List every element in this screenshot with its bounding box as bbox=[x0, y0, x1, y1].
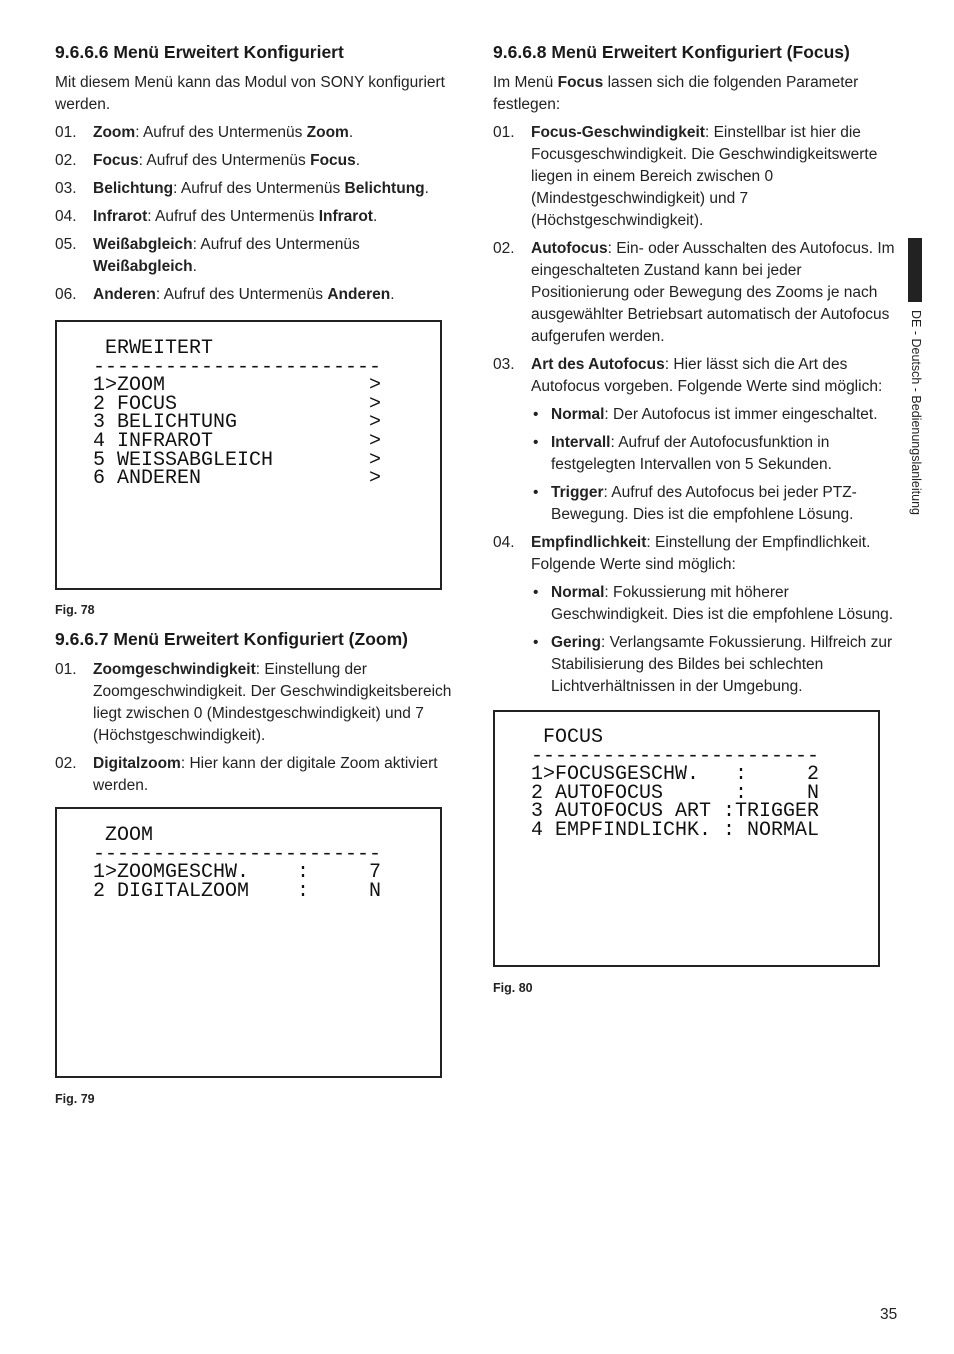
item-term: Infrarot bbox=[318, 208, 373, 225]
bullet-item bbox=[531, 482, 903, 526]
item-text: : Hier kann der digitale Zoom aktiviert werden. bbox=[93, 755, 438, 794]
bullet-text: : Aufruf des Autofocus bei jeder PTZ-Bewegung. Dies ist die empfohlene Lösung. bbox=[551, 484, 857, 523]
bullet-term: Trigger bbox=[551, 484, 604, 501]
item-term: Weißabgleich bbox=[93, 258, 193, 275]
figure-caption: Fig. 80 bbox=[493, 981, 533, 995]
item-term: Zoom bbox=[306, 124, 349, 141]
item-end: . bbox=[424, 180, 429, 197]
item-term: Weißabgleich bbox=[93, 236, 193, 253]
osd-screen-erweitert bbox=[55, 320, 442, 590]
item-term: Belichtung bbox=[93, 180, 174, 197]
bullet-text: : Verlangsamte Fokussierung. Hilfreich zur Stabilisierung des Bildes bei schlechten Lichtverhältnissen in der Umgebung. bbox=[551, 634, 893, 695]
figure-caption: Fig. 78 bbox=[55, 603, 95, 617]
section-title-focus-menu: 9.6.6.8 Menü Erweitert Konfiguriert (Focus) bbox=[493, 42, 850, 62]
section-intro: Mit diesem Menü kann das Modul von SONY konfiguriert werden. bbox=[55, 74, 445, 113]
item-number: 03. bbox=[55, 180, 77, 197]
item-term: Zoomgeschwindigkeit bbox=[93, 661, 256, 678]
osd-screen-focus bbox=[493, 710, 880, 967]
osd-screen-zoom bbox=[55, 807, 442, 1078]
item-end: . bbox=[192, 258, 197, 275]
list-item: 03. Art des Autofocus: Hier lässt sich die Art des Autofocus vorgeben. Folgende Werte sind möglich: • Normal: Der Autofocus ist immer eingeschaltet. • Intervall: Aufruf der Autofocusfunktion in festgelegten Intervallen von 5 Sekunden. • Trigger: Aufruf des Autofocus bei jeder PTZ-Bewegung. Dies ist die empfohlene Lösung. bbox=[493, 354, 903, 526]
bullet-list bbox=[531, 404, 903, 526]
bullet-term: Normal bbox=[551, 584, 605, 601]
bullet-text: : Fokussierung mit höherer Geschwindigkeit. Dies ist die empfohlene Lösung. bbox=[551, 584, 894, 623]
section-intro: Im Menü Focus lassen sich die folgenden Parameter festlegen: bbox=[493, 74, 859, 113]
side-label: DE - Deutsch - Bedienungslanleitung bbox=[909, 310, 923, 515]
bullet-dot: • bbox=[533, 406, 539, 423]
item-number: 04. bbox=[493, 534, 515, 551]
bullet-term: Normal bbox=[551, 406, 605, 423]
zoom-menu-item-list bbox=[55, 659, 465, 797]
item-number: 05. bbox=[55, 236, 77, 253]
bullet-dot: • bbox=[533, 434, 539, 451]
list-item: 04. Empfindlichkeit: Einstellung der Empfindlichkeit. Folgende Werte sind möglich: • Normal: Fokussierung mit höherer Geschwindigkeit. Dies ist die empfohlene Lösung. • Gering: Verlangsamte Fokussierung. Hilfreich zur Stabilisierung des Bildes bei schlechten Lichtverhältnissen in der Umgebung. bbox=[493, 532, 903, 698]
item-end: . bbox=[372, 208, 378, 225]
bullet-item bbox=[531, 632, 903, 698]
bullet-list bbox=[531, 582, 903, 698]
item-number: 01. bbox=[55, 124, 77, 141]
item-term: Infrarot bbox=[93, 208, 148, 225]
list-item bbox=[55, 122, 465, 144]
item-term: Focus bbox=[310, 152, 356, 169]
osd-text: ERWEITERT ------------------------ 1>ZOOM > 2 FOCUS > 3 BELICHTUNG > 4 INFRAROT > 5 WEISSABGLEICH > 6 ANDEREN > bbox=[93, 337, 382, 491]
section-title-zoom-menu: 9.6.6.7 Menü Erweitert Konfiguriert (Zoom) bbox=[55, 629, 408, 649]
bullet-term: Intervall bbox=[551, 434, 611, 451]
item-text: : Aufruf des Untermenüs bbox=[135, 124, 307, 141]
item-term: Anderen bbox=[327, 286, 391, 303]
language-tab-marker bbox=[908, 238, 922, 302]
item-number: 04. bbox=[55, 208, 77, 225]
list-item bbox=[55, 753, 465, 797]
item-term: Anderen bbox=[93, 286, 156, 303]
list-item: 01. Focus-Geschwindigkeit: Einstellbar ist hier die Focusgeschwindigkeit. Die Geschwindigkeitswerte liegen in einem Bereich zwischen 0 (Mindestgeschwindigkeit) und 7 (Höchstgeschwindigkeit). bbox=[493, 124, 878, 229]
page-number: 35 bbox=[880, 1306, 898, 1323]
item-number: 02. bbox=[55, 152, 77, 169]
bullet-dot: • bbox=[533, 634, 539, 651]
bullet-item bbox=[531, 582, 903, 626]
bullet-dot: • bbox=[533, 484, 539, 501]
item-text: : Einstellung der Zoomgeschwindigkeit. Der Geschwindigkeitsbereich liegt zwischen 0 (Mindestgeschwindigkeit) und 7 (Höchstgeschwindigkeit). bbox=[93, 661, 452, 744]
list-item bbox=[55, 659, 465, 747]
bullet-term: Gering bbox=[551, 634, 601, 651]
item-number: 02. bbox=[55, 755, 77, 772]
bullet-text: : Der Autofocus ist immer eingeschaltet. bbox=[604, 406, 878, 423]
item-number: 06. bbox=[55, 286, 77, 303]
bullet-text: : Aufruf der Autofocusfunktion in festgelegten Intervallen von 5 Sekunden. bbox=[551, 434, 832, 473]
item-term: Belichtung bbox=[344, 180, 425, 197]
bullet-item bbox=[531, 404, 903, 426]
item-end: . bbox=[390, 286, 395, 303]
section-title-sony-menu: 9.6.6.6 Menü Erweitert Konfiguriert bbox=[55, 42, 344, 62]
item-term: Zoom bbox=[93, 124, 136, 141]
figure-caption: Fig. 79 bbox=[55, 1092, 95, 1106]
item-end: . bbox=[355, 152, 361, 169]
item-text: : Aufruf des Untermenüs bbox=[173, 180, 345, 197]
right-column bbox=[493, 40, 903, 995]
sony-menu-item-list bbox=[55, 122, 465, 306]
item-term: Digitalzoom bbox=[93, 755, 181, 772]
item-number: 01. bbox=[493, 124, 515, 141]
list-item bbox=[55, 234, 465, 278]
item-number: 01. bbox=[55, 661, 77, 678]
item-number: 03. bbox=[493, 356, 515, 373]
item-text: : Aufruf des Untermenüs bbox=[147, 208, 319, 225]
osd-text: FOCUS ------------------------ 1>FOCUSGESCHW. : 2 2 AUTOFOCUS : N 3 AUTOFOCUS ART :TRIGGER 4 EMPFINDLICHK. : NORMAL bbox=[531, 726, 820, 842]
list-item bbox=[55, 206, 465, 228]
list-item bbox=[55, 150, 465, 172]
bullet-item bbox=[531, 432, 903, 476]
left-column bbox=[55, 40, 465, 1106]
side-label-container bbox=[905, 310, 925, 560]
list-item bbox=[55, 178, 465, 200]
item-end: . bbox=[348, 124, 354, 141]
bullet-dot: • bbox=[533, 584, 539, 601]
osd-text: ZOOM ------------------------ 1>ZOOMGESCHW. : 7 2 DIGITALZOOM : N bbox=[93, 824, 382, 903]
item-term: Focus bbox=[93, 152, 139, 169]
item-text: : Aufruf des Untermenüs bbox=[192, 236, 360, 253]
item-text: : Aufruf des Untermenüs bbox=[155, 286, 328, 303]
list-item: 02. Autofocus: Ein- oder Ausschalten des Autofocus. Im eingeschalteten Zustand kann bei jeder Positionierung oder Bewegung des Zooms je nach ausgewählter Betriebsart automatisch der Autofocus aufgerufen werden. bbox=[493, 240, 895, 345]
item-text: : Aufruf des Untermenüs bbox=[138, 152, 311, 169]
item-number: 02. bbox=[493, 240, 515, 257]
list-item bbox=[55, 284, 465, 306]
